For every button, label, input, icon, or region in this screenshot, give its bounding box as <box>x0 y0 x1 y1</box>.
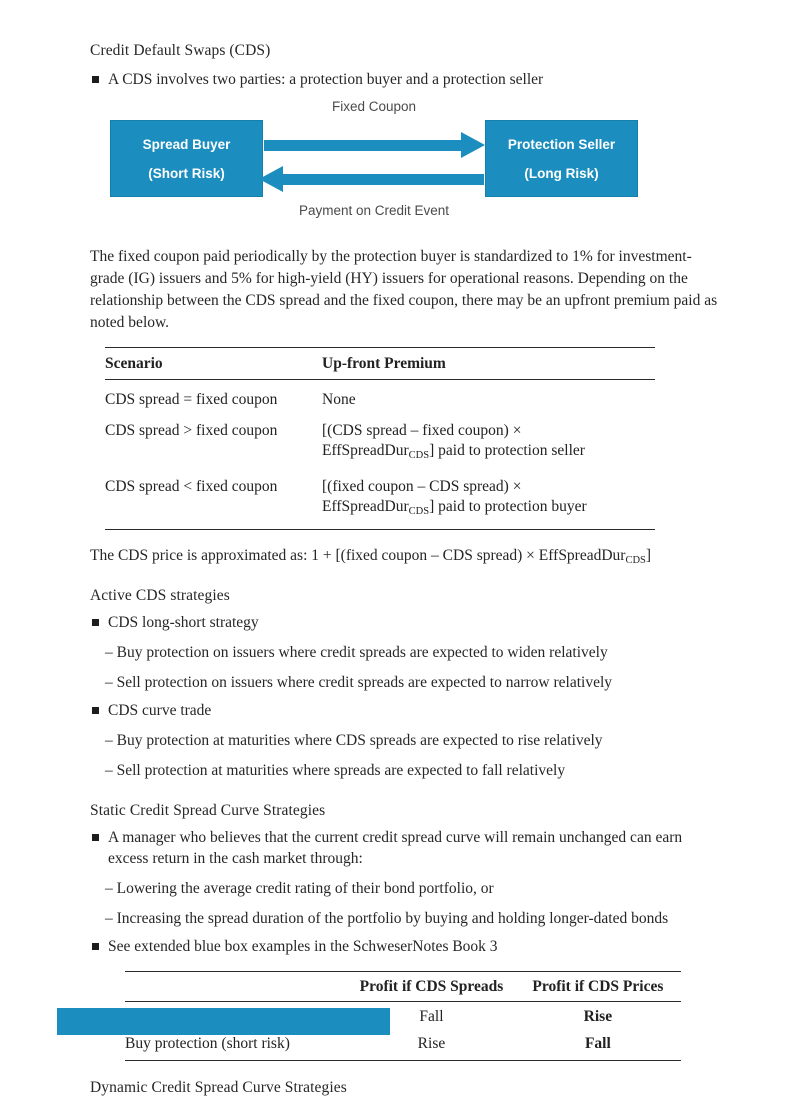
sub-list-item: – Sell protection at maturities where spreads are expected to fall relatively <box>105 762 566 779</box>
list-item: See extended blue box examples in the SchweserNotes Book 3 <box>90 936 728 957</box>
left-arrowhead-icon <box>259 166 283 192</box>
cds-flow-diagram <box>0 99 800 231</box>
premium-cell: [(CDS spread – fixed coupon) × EffSpreadDur$_{CDS}$] paid to protection seller <box>322 422 585 461</box>
bullet-square-icon <box>92 76 99 83</box>
bullet-square-icon <box>92 619 99 626</box>
protection-seller-box <box>485 120 638 197</box>
col-header-cds-spreads: Profit if CDS Spreads <box>348 972 515 1002</box>
spread-buyer-box <box>110 120 263 197</box>
table-header-row <box>125 972 681 1002</box>
right-arrowhead-icon <box>461 132 485 158</box>
payment-credit-event-label: Payment on Credit Event <box>298 203 450 218</box>
list-item: A manager who believes that the current credit spread curve will remain unchanged can earn excess return in the cash market through: <box>90 827 728 869</box>
col-header-upfront-premium: Up-front Premium <box>322 348 655 380</box>
table-row <box>105 411 655 467</box>
protection-seller-line2: (Long Risk) <box>524 165 599 181</box>
spread-buyer-line1: Spread Buyer <box>142 136 231 152</box>
scenario-cell: CDS spread = fixed coupon <box>105 391 278 408</box>
bullet-square-icon <box>92 707 99 714</box>
sub-list-item: – Buy protection on issuers where credit spreads are expected to widen relatively <box>105 644 608 661</box>
page-title: Credit Default Swaps (CDS) <box>90 42 271 59</box>
left-arrow-icon <box>282 174 484 185</box>
right-arrow-icon <box>264 140 462 151</box>
intro-bullet-text: A CDS involves two parties: a protection buyer and a protection seller <box>108 71 544 88</box>
active-strategies-heading: Active CDS strategies <box>90 587 230 604</box>
spread-buyer-line2: (Short Risk) <box>148 165 225 181</box>
bullet-square-icon <box>92 943 99 950</box>
table-header-row <box>105 348 655 380</box>
scenario-cell: CDS spread > fixed coupon <box>105 422 278 439</box>
static-strategies-heading: Static Credit Spread Curve Strategies <box>90 802 326 819</box>
premium-cell: None <box>322 391 356 408</box>
fixed-coupon-label: Fixed Coupon <box>331 99 417 114</box>
upfront-premium-table <box>105 347 655 530</box>
col-header-empty <box>125 972 348 1002</box>
list-item: CDS long-short strategy <box>90 612 728 633</box>
table-row <box>105 380 655 412</box>
premium-cell: [(fixed coupon – CDS spread) × EffSpreadDur$_{CDS}$] paid to protection buyer <box>322 478 587 517</box>
dynamic-strategies-heading: Dynamic Credit Spread Curve Strategies <box>90 1079 347 1096</box>
bullet-square-icon <box>92 834 99 841</box>
scenario-cell: CDS spread < fixed coupon <box>105 478 278 495</box>
sub-list-item: – Buy protection at maturities where CDS spreads are expected to rise relatively <box>105 732 603 749</box>
table-row <box>105 467 655 530</box>
sub-list-item: – Lowering the average credit rating of their bond portfolio, or <box>105 880 494 897</box>
col-header-scenario: Scenario <box>105 348 322 380</box>
protection-seller-line1: Protection Seller <box>507 136 616 152</box>
cds-price-formula: The CDS price is approximated as: 1 + [(fixed coupon – CDS spread) × EffSpreadDur$_{CDS}$] <box>90 547 652 566</box>
table-row: Fall Rise <box>419 1008 613 1025</box>
sub-list-item: – Increasing the spread duration of the portfolio by buying and holding longer-dated bonds <box>105 910 669 927</box>
table-row: Buy protection (short risk) Rise Fall <box>125 1035 611 1052</box>
fixed-coupon-paragraph: The fixed coupon paid periodically by the protection buyer is standardized to 1% for investment-grade (IG) issuers and 5% for high-yield (HY) issuers for operational reasons. Depending on the relationship between the CDS spread and the fixed coupon, there may be an upfront premium paid as noted below. <box>90 248 718 331</box>
col-header-cds-prices: Profit if CDS Prices <box>515 972 681 1002</box>
sub-list-item: – Sell protection on issuers where credit spreads are expected to narrow relatively <box>105 674 613 691</box>
list-item: CDS curve trade <box>90 700 728 721</box>
cutoff-blue-box <box>57 1008 390 1035</box>
intro-list-item <box>90 69 728 90</box>
